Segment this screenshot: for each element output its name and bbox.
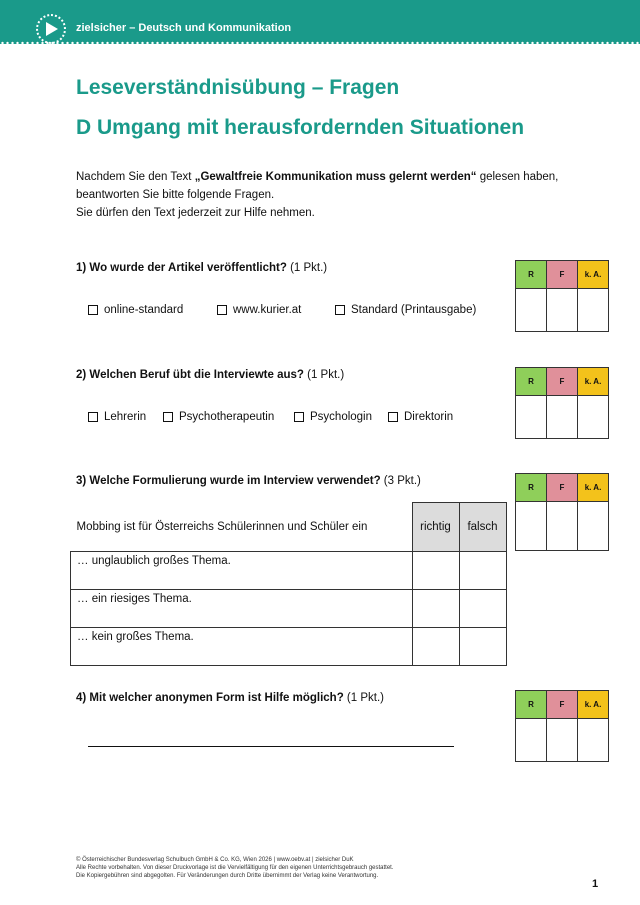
rating-ka-cell[interactable] [578,719,609,762]
page-number: 1 [592,878,599,890]
rating-box-q1 [515,260,609,332]
statement-table [70,502,507,666]
rating-ka-cell[interactable] [578,396,609,439]
rating-f-cell[interactable] [547,289,578,332]
rating-r-cell[interactable] [516,502,547,551]
question-2: 2) Welchen Beruf übt die Interviewte aus? (1 Pkt.) [76,369,345,381]
rating-r-cell[interactable] [516,289,547,332]
falsch-cell[interactable] [459,590,506,628]
checkbox-icon[interactable] [217,305,227,315]
rating-ka-cell[interactable] [578,289,609,332]
play-logo-icon [36,14,66,44]
header-dots [0,40,640,46]
rating-f-label: F [547,368,578,396]
rating-f-label: F [547,261,578,289]
statement-stem: Mobbing ist für Österreichs Schülerinnen und Schüler ein [76,520,368,533]
statement-text: … ein riesiges Thema. [71,590,413,628]
rating-f-cell[interactable] [547,396,578,439]
checkbox-icon[interactable] [388,412,398,422]
q1-option-3[interactable]: Standard (Printausgabe) [335,304,476,316]
richtig-cell[interactable] [412,590,459,628]
rating-f-cell[interactable] [547,502,578,551]
rating-r-label: R [516,368,547,396]
table-row [71,628,507,666]
brand-name: zielsicher – Deutsch und Kommunikation [76,22,292,34]
rating-f-label: F [547,474,578,502]
rating-box-q4 [515,690,609,762]
q2-option-2[interactable]: Psychotherapeutin [163,411,274,423]
q1-option-1[interactable]: online-standard [88,304,183,316]
rating-r-label: R [516,261,547,289]
table-row [71,552,507,590]
table-row [71,590,507,628]
rating-f-label: F [547,691,578,719]
richtig-cell[interactable] [412,628,459,666]
question-3: 3) Welche Formulierung wurde im Interview verwendet? (3 Pkt.) [76,475,421,487]
rating-r-label: R [516,474,547,502]
falsch-cell[interactable] [459,552,506,590]
rating-ka-label: k. A. [578,474,609,502]
answer-line[interactable] [88,746,454,747]
richtig-cell[interactable] [412,552,459,590]
rating-ka-cell[interactable] [578,502,609,551]
rating-box-q2 [515,367,609,439]
checkbox-icon[interactable] [335,305,345,315]
q2-option-3[interactable]: Psychologin [294,411,372,423]
column-falsch: falsch [459,503,506,552]
column-richtig: richtig [412,503,459,552]
checkbox-icon[interactable] [163,412,173,422]
rating-ka-label: k. A. [578,261,609,289]
rating-r-label: R [516,691,547,719]
question-1: 1) Wo wurde der Artikel veröffentlicht? (1 Pkt.) [76,262,328,274]
q1-option-2[interactable]: www.kurier.at [217,304,301,316]
falsch-cell[interactable] [459,628,506,666]
checkbox-icon[interactable] [88,412,98,422]
q2-option-4[interactable]: Direktorin [388,411,453,423]
rating-box-q3 [515,473,609,551]
footer-copyright: © Österreichischer Bundesverlag Schulbuch GmbH & Co. KG, Wien 2026 | www.oebv.at | zielsicher DuK Alle Rechte vorbehalten. Von dieser Druckvorlage ist die Vervielfältigung für den eigenen Unterrichtsgebrauch gestattet. Die Kopiergebühren sind abgegolten. Für Veränderungen durch Dritte übernimmt der Verlag keine Verantwortung. [76,857,394,879]
statement-text: … kein großes Thema. [71,628,413,666]
checkbox-icon[interactable] [88,305,98,315]
q2-option-1[interactable]: Lehrerin [88,411,146,423]
rating-r-cell[interactable] [516,719,547,762]
rating-r-cell[interactable] [516,396,547,439]
statement-text: … unglaublich großes Thema. [71,552,413,590]
rating-ka-label: k. A. [578,368,609,396]
rating-f-cell[interactable] [547,719,578,762]
page-subtitle: D Umgang mit herausfordernden Situationen [76,116,525,139]
question-4: 4) Mit welcher anonymen Form ist Hilfe möglich? (1 Pkt.) [76,692,384,704]
intro-text: Nachdem Sie den Text „Gewaltfreie Kommunikation muss gelernt werden“ gelesen haben, beantworten Sie bitte folgende Fragen. Sie dürfen den Text jederzeit zur Hilfe nehmen. [76,171,559,219]
checkbox-icon[interactable] [294,412,304,422]
page-title: Leseverständnisübung – Fragen [76,76,400,99]
rating-ka-label: k. A. [578,691,609,719]
